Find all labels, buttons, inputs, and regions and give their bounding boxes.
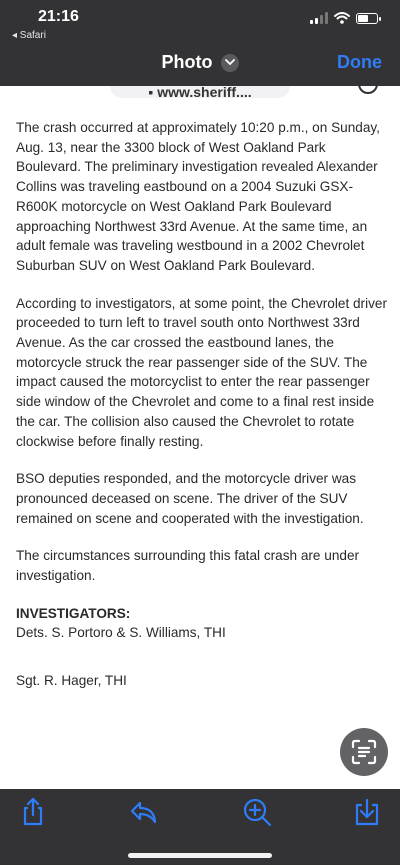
cellular-signal-icon <box>310 12 328 24</box>
status-bar <box>0 0 400 44</box>
investigators-line-1: Dets. S. Portoro & S. Williams, THI <box>16 625 226 641</box>
investigators-line-2: Sgt. R. Hager, THI <box>16 673 127 689</box>
chevron-down-icon[interactable] <box>221 54 239 72</box>
status-icons <box>310 12 378 24</box>
partial-circle-icon <box>358 86 378 94</box>
paragraph-1: The crash occurred at approximately 10:20 p.m., on Sunday, Aug. 13, near the 3300 block of West Oakland Park Boulevard. The preliminary investigation revealed Alexander Collins was traveling eastbound on a 2004 Suzuki GSX-R600K motorcycle on West Oakland Park Boulevard approaching Northwest 33rd Avenue. At the same time, an adult female was traveling westbound in a 2002 Chevrolet Suburban SUV on West Oakland Park Boulevard. <box>16 120 380 273</box>
paragraph-2: According to investigators, at some point, the Chevrolet driver proceeded to turn left to travel south onto Northwest 33rd Avenue. As the car crossed the eastbound lanes, the motorcycle struck the rear passenger side of the SUV. The impact caused the motorcyclist to enter the rear passenger side window of the Chevrolet and come to a final rest inside the car. The collision also caused the Chevrolet to rotate clockwise before finally resting. <box>16 295 387 449</box>
back-to-safari-link[interactable]: ◂ Safari <box>12 30 46 41</box>
investigators-heading: INVESTIGATORS: <box>16 605 131 621</box>
home-indicator <box>128 853 272 858</box>
nav-bar <box>0 44 400 86</box>
paragraph-3: BSO deputies responded, and the motorcycle driver was pronounced deceased on scene. The driver of the SUV remained on scene and cooperated with the investigation. <box>16 471 364 526</box>
nav-title: Photo <box>161 52 213 72</box>
download-icon[interactable] <box>352 797 382 827</box>
bottom-toolbar <box>0 789 400 865</box>
paragraph-4: The circumstances surrounding this fatal crash are under investigation. <box>16 548 360 584</box>
markup-icon[interactable] <box>128 797 158 827</box>
done-button[interactable]: Done <box>337 52 382 72</box>
document-text <box>16 118 388 709</box>
share-icon[interactable] <box>18 797 48 827</box>
status-time: 21:16 <box>38 8 79 25</box>
zoom-in-icon[interactable] <box>242 797 272 827</box>
battery-icon <box>356 13 378 24</box>
wifi-icon <box>334 12 350 24</box>
url-fragment: ▪ www.sheriff.... <box>110 86 290 98</box>
photo-document <box>0 86 400 789</box>
battery-level <box>358 15 368 22</box>
live-text-icon[interactable] <box>340 728 388 776</box>
